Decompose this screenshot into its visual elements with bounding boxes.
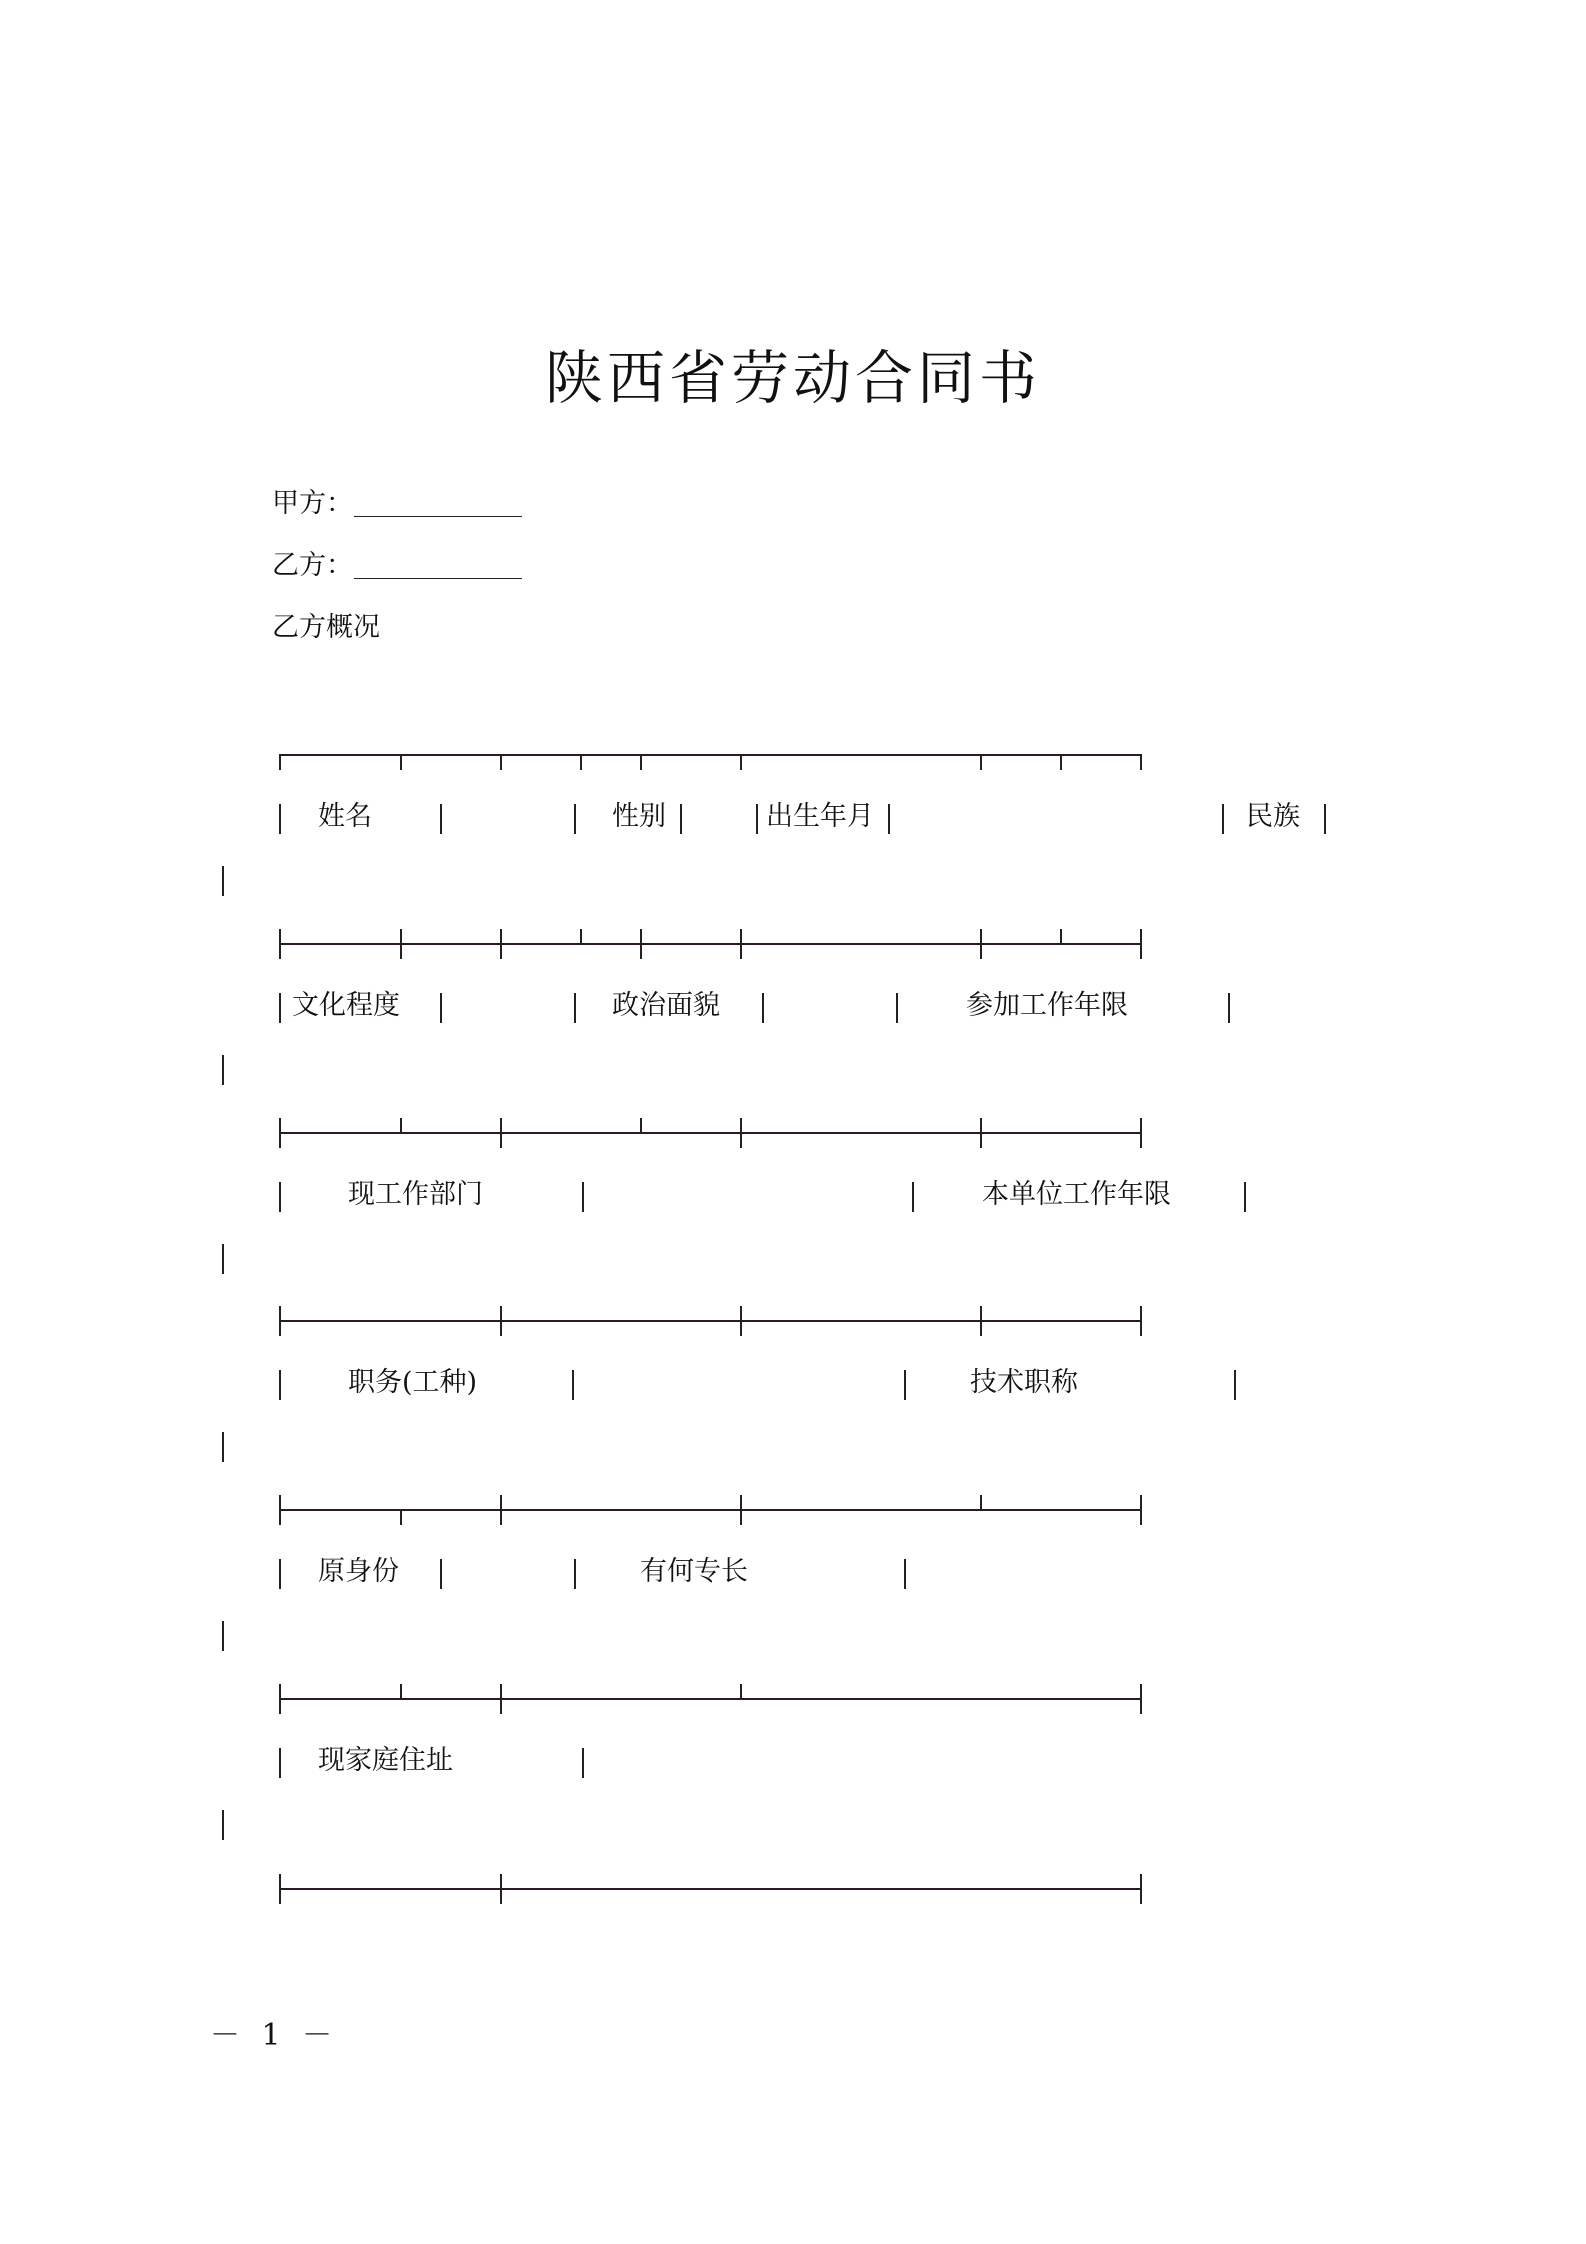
table-tick (640, 1118, 642, 1134)
table-tick (740, 1118, 742, 1148)
cell-separator (1244, 1182, 1246, 1212)
table-tick (500, 754, 502, 770)
cell-separator (279, 1182, 281, 1212)
cell-separator (904, 1370, 906, 1400)
table-tick (1140, 929, 1142, 959)
table-tick (279, 1684, 281, 1714)
cell-separator (279, 993, 281, 1023)
label-current-department: 现工作部门 (348, 1179, 483, 1210)
table-tick (279, 754, 281, 770)
cell-separator (440, 804, 442, 834)
table-tick (980, 1118, 982, 1148)
cell-separator (574, 804, 576, 834)
table-tick (1060, 929, 1062, 945)
label-gender: 性别 (612, 801, 666, 832)
party-a-label: 甲方： (272, 488, 353, 519)
table-rule (279, 1320, 1141, 1322)
cell-separator (572, 1370, 574, 1400)
table-tick (740, 1684, 742, 1700)
table-rule (279, 1132, 1141, 1134)
table-tick (400, 1118, 402, 1134)
table-rule (279, 1698, 1141, 1700)
table-tick (740, 929, 742, 959)
label-birth-date: 出生年月 (766, 801, 874, 832)
table-tick (279, 1495, 281, 1525)
row-end-bar (222, 1055, 224, 1085)
table-tick (1140, 1684, 1142, 1714)
cell-separator (1324, 804, 1326, 834)
label-name: 姓名 (318, 801, 372, 832)
label-ethnicity: 民族 (1246, 801, 1300, 832)
table-tick (640, 929, 642, 959)
table-tick (1140, 1874, 1142, 1904)
table-tick (1140, 1118, 1142, 1148)
row-end-bar (222, 866, 224, 896)
cell-separator (574, 993, 576, 1023)
party-a-blank[interactable] (354, 516, 522, 517)
table-tick (279, 1874, 281, 1904)
cell-separator (756, 804, 758, 834)
table-tick (500, 1874, 502, 1904)
table-tick (1140, 1306, 1142, 1336)
label-home-address: 现家庭住址 (318, 1745, 453, 1776)
table-tick (1060, 754, 1062, 770)
table-tick (400, 929, 402, 959)
cell-separator (888, 804, 890, 834)
label-original-identity: 原身份 (318, 1556, 399, 1587)
table-tick (279, 929, 281, 959)
table-tick (580, 754, 582, 770)
party-b-label: 乙方： (272, 550, 353, 581)
party-b-blank[interactable] (354, 578, 522, 579)
table-tick (400, 1684, 402, 1700)
cell-separator (762, 993, 764, 1023)
cell-separator (279, 1559, 281, 1589)
table-tick (740, 1495, 742, 1525)
cell-separator (1228, 993, 1230, 1023)
cell-separator (440, 993, 442, 1023)
table-rule (279, 1888, 1141, 1890)
cell-separator (896, 993, 898, 1023)
table-tick (500, 1118, 502, 1148)
table-tick (500, 929, 502, 959)
cell-separator (1234, 1370, 1236, 1400)
table-rule (279, 943, 1141, 945)
table-tick (980, 1306, 982, 1336)
table-tick (279, 1306, 281, 1336)
table-tick (1140, 754, 1142, 770)
row-end-bar (222, 1810, 224, 1840)
label-political-status: 政治面貌 (612, 990, 720, 1021)
table-tick (500, 1306, 502, 1336)
row-end-bar (222, 1621, 224, 1651)
cell-separator (904, 1559, 906, 1589)
table-tick (980, 1495, 982, 1511)
table-tick (640, 754, 642, 770)
table-tick (400, 754, 402, 770)
label-education: 文化程度 (292, 990, 400, 1021)
cell-separator (279, 1370, 281, 1400)
label-technical-title: 技术职称 (970, 1367, 1078, 1398)
table-tick (740, 754, 742, 770)
table-tick (500, 1684, 502, 1714)
cell-separator (574, 1559, 576, 1589)
table-tick (980, 929, 982, 959)
table-tick (980, 754, 982, 770)
cell-separator (582, 1748, 584, 1778)
table-rule (279, 754, 1141, 756)
cell-separator (1222, 804, 1224, 834)
table-tick (1140, 1495, 1142, 1525)
row-end-bar (222, 1432, 224, 1462)
overview-label: 乙方概况 (272, 612, 380, 643)
table-rule (279, 1509, 1141, 1511)
label-specialty: 有何专长 (640, 1556, 748, 1587)
cell-separator (912, 1182, 914, 1212)
table-tick (400, 1509, 402, 1525)
label-years-working: 参加工作年限 (966, 990, 1128, 1021)
cell-separator (680, 804, 682, 834)
cell-separator (440, 1559, 442, 1589)
cell-separator (582, 1182, 584, 1212)
label-years-in-unit: 本单位工作年限 (982, 1179, 1171, 1210)
cell-separator (279, 1748, 281, 1778)
document-title: 陕西省劳动合同书 (544, 344, 1041, 412)
row-end-bar (222, 1244, 224, 1274)
cell-separator (279, 804, 281, 834)
table-tick (740, 1306, 742, 1336)
table-tick (279, 1118, 281, 1148)
table-tick (500, 1495, 502, 1525)
page-number: － 1 － (210, 2018, 339, 2053)
table-tick (580, 929, 582, 945)
label-position: 职务(工种) (348, 1367, 478, 1398)
